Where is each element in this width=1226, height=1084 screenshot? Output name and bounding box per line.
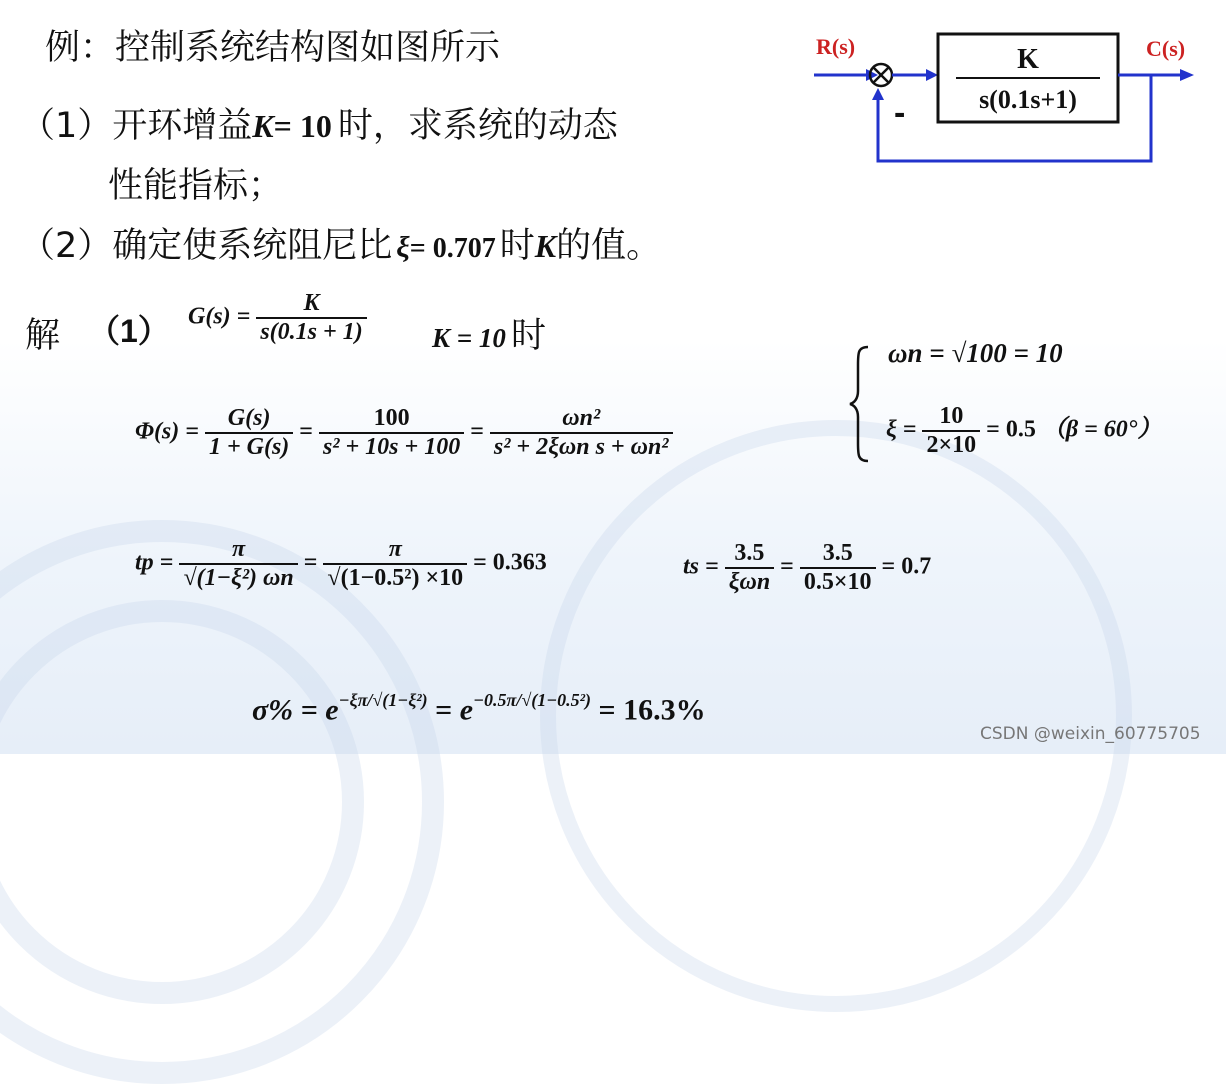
q1-eq: = 10 <box>273 108 332 144</box>
sigma-e1: e <box>325 693 339 727</box>
Phi-f1-numerator: G(s) <box>227 405 271 431</box>
block-numerator: K <box>1017 44 1039 75</box>
part-1-label: （1） <box>88 313 170 349</box>
Phi-f3-denominator: s² + 2ξωn s + ωn² <box>490 432 673 461</box>
Phi-fraction-2 <box>319 405 464 461</box>
ts-equation <box>683 540 931 596</box>
tp-f2-denominator: √(1−0.5²) ×10 <box>323 563 467 592</box>
ts-f2-denominator: 0.5×10 <box>800 567 876 596</box>
tp-f2-numerator: π <box>388 536 402 562</box>
beta-note: （β = 60°） <box>1041 416 1162 443</box>
output-arrowhead <box>1180 69 1194 81</box>
G-fraction <box>256 290 366 346</box>
ts-fraction-2 <box>800 540 876 596</box>
sigma-rhs: = 16.3% <box>598 693 706 727</box>
q2-mid: 时 <box>499 226 535 266</box>
Phi-f3-numerator: ωn² <box>562 405 601 431</box>
tp-lhs: tp = <box>135 549 174 576</box>
tp-f1-numerator: π <box>231 536 246 562</box>
tp-f1-denominator: √(1−ξ²) ωn <box>179 563 297 592</box>
ts-fraction-1 <box>725 540 774 596</box>
G-denominator: s(0.1s + 1) <box>256 317 366 346</box>
G-lhs: G(s) = <box>188 303 251 330</box>
q1-suffix: 时，求系统的动态 <box>337 106 618 146</box>
xi-rhs: = 0.5 <box>986 416 1036 443</box>
q2-prefix: （2）确定使系统阻尼比 <box>20 226 393 266</box>
question-2 <box>20 218 661 268</box>
xi-fraction <box>922 403 980 459</box>
equals: = <box>470 418 484 445</box>
ts-f2-numerator: 3.5 <box>822 540 853 566</box>
Phi-f2-numerator: 100 <box>373 405 410 431</box>
forward-arrowhead <box>926 69 938 81</box>
input-label: R(s) <box>816 34 856 59</box>
K-condition <box>432 308 546 358</box>
tp-equation <box>135 536 547 592</box>
xi-denominator: 2×10 <box>922 430 980 459</box>
sigma-lhs: σ% = <box>252 693 318 727</box>
Phi-f2-denominator: s² + 10s + 100 <box>319 432 464 461</box>
sigma-e2-exponent: −0.5π/√(1−0.5²) <box>473 690 592 710</box>
q2-suffix: 的值。 <box>556 226 662 266</box>
brace <box>848 345 872 463</box>
ts-f1-denominator: ξωn <box>725 567 774 596</box>
sigma-equation <box>252 690 706 728</box>
Phi-fraction-3 <box>490 405 673 461</box>
K-cond: K = 10 <box>432 323 506 353</box>
q1-prefix: （1）开环增益 <box>20 106 253 146</box>
sigma-e2: e <box>459 693 474 727</box>
equals: = <box>780 553 794 580</box>
G-numerator: K <box>303 290 320 316</box>
ts-lhs: ts = <box>683 553 719 580</box>
tp-fraction-2 <box>323 536 467 592</box>
csdn-watermark: CSDN @weixin_60775705 <box>980 724 1201 744</box>
equals: = <box>435 693 453 727</box>
xi-equation <box>886 403 1161 459</box>
q1-line2: 性能指标； <box>108 166 284 206</box>
question-1 <box>20 98 618 148</box>
ts-f1-numerator: 3.5 <box>734 540 765 566</box>
Phi-fraction-1 <box>205 405 293 461</box>
xi-numerator: 10 <box>939 403 964 429</box>
Phi-equation <box>135 405 673 461</box>
sigma-e1-exponent: −ξπ/√(1−ξ²) <box>338 690 428 710</box>
block-diagram <box>810 28 1210 168</box>
example-title: 例：控制系统结构图如图所示 <box>45 28 501 68</box>
block-denominator: s(0.1s+1) <box>979 85 1077 114</box>
q2-xi: ξ <box>396 231 410 264</box>
equals: = <box>299 418 313 445</box>
xi-lhs: ξ = <box>886 416 917 443</box>
tp-rhs: = 0.363 <box>473 549 547 576</box>
tp-fraction-1 <box>179 536 297 592</box>
q2-K: K <box>534 228 557 264</box>
K-cond-suffix: 时 <box>511 316 547 356</box>
minus-sign: - <box>894 94 906 132</box>
equals: = <box>303 549 318 576</box>
output-label: C(s) <box>1146 36 1186 61</box>
q1-K: K <box>252 108 274 144</box>
ts-rhs: = 0.7 <box>881 553 932 580</box>
Phi-f1-denominator: 1 + G(s) <box>205 432 293 461</box>
solution-label: 解 <box>25 316 61 356</box>
Phi-lhs: Φ(s) = <box>135 418 199 445</box>
q2-eq: = 0.707 <box>409 233 496 264</box>
G-equation <box>188 290 367 346</box>
wn-equation: ωn = √100 = 10 <box>888 338 1063 368</box>
feedback-arrowhead <box>872 88 884 100</box>
